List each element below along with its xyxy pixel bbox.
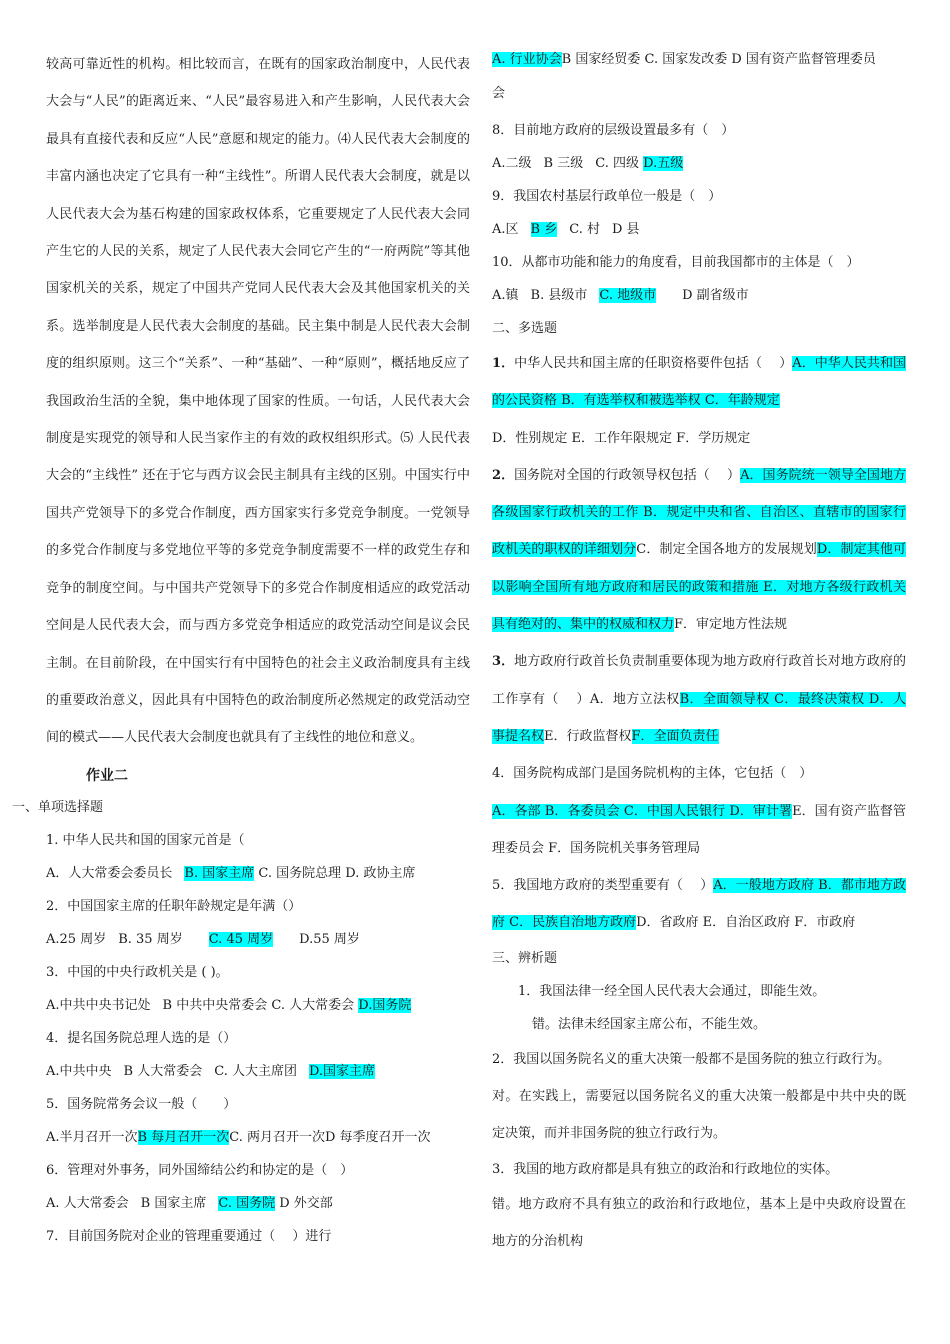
- essay-paragraph: 较高可靠近性的机构。相比较而言，在既有的国家政治制度中，人民代表大会与“人民”的距离近来、“人民”最容易进入和产生影响，人民代表大会最具有直接代表和反应“人民”意愿和规定的能力。⑷人民代表大会制度的丰富内涵也决定了它具有一种“主线性”。所谓人民代表大会制度，就是以人民代表大会为基石构建的国家政权体系，它重要规定了人民代表大会同产生它的人民的关系，规定了人民代表大会同它产生的“一府两院”等其他国家机关的关系，规定了中国共产党同人民代表大会及其他国家机关的关系。选举制度是人民代表大会制度的基础。民主集中制是人民代表大会制度的组织原则。这三个“关系”、一种“基础”、一种“原则”，概括地反应了我国政治生活的全貌，集中地体现了国家的性质。一句话，人民代表大会制度是实现党的领导和人民当家作主的有效的政权组织形式。⑸ 人民代表大会的“主线性” 还在于它与西方议会民主制具有主线的区别。中国实行中国共产党领导下的多党合作制度，西方国家实行多党竞争制度。一党领导的多党合作制度与多党地位平等的多党竞争制度需要不一样的政党生存和竞争的制度空间。与中国共产党领导下的多党合作制度相适应的政党活动空间是人民代表大会，而与西方多党竞争相适应的政党活动空间是议会民主制。在目前阶段，在中国实行有中国特色的社会主义政治制度具有主线的重要政治意义，因此具有中国特色的政治制度所必然规定的政党活动空间的模式——人民代表大会制度也就具有了主线性的地位和意义。: [46, 57, 470, 746]
- multi-question-1: [492, 345, 906, 457]
- question-stem: 地方政府行政首长负责制重要体现为地方政府行政首长对地方政府的工作享有（ ）A．地方立法权: [492, 654, 906, 707]
- option-a: A.镇: [492, 288, 519, 303]
- options-row: [46, 1121, 470, 1154]
- option-b: B 国家主席: [140, 1195, 207, 1211]
- question-number: 4．: [492, 766, 514, 782]
- question-stem: 7．目前国务院对企业的管理重要通过（ ）进行: [46, 1228, 332, 1244]
- option-b-answer: B 乡: [530, 222, 558, 237]
- question-stem: 中华人民共和国主席的任职资格要件包括（ ）: [514, 356, 793, 371]
- analysis-1: [492, 975, 906, 1041]
- answer-highlight: F．全面负责任: [631, 728, 719, 744]
- homework-title: 作业二: [86, 767, 128, 784]
- question-1: [46, 824, 470, 890]
- option-c-answer: C. 国务院: [218, 1195, 276, 1211]
- option-d-answer: D.国家主席: [308, 1063, 376, 1079]
- other-option: C．制定全国各地方的发展规划: [636, 542, 817, 558]
- question-2: [46, 890, 470, 956]
- question-number: 3．: [492, 654, 515, 670]
- options-row: [46, 923, 470, 956]
- option-c: C. 国家发改委: [644, 52, 728, 67]
- other-options: D．性别规定 E．工作年限规定 F．学历规定: [492, 430, 751, 446]
- option-c: C. 四级: [595, 156, 639, 171]
- option-d: D 每季度召开一次: [324, 1129, 431, 1145]
- question-stem: 4．提名国务院总理人选的是（）: [46, 1030, 237, 1046]
- option-b: B. 县级市: [530, 288, 588, 303]
- option-d-answer: D.五级: [643, 156, 684, 171]
- section-multi-choice: 二、多选题: [492, 321, 558, 336]
- question-stem: 5．国务院常务会议一般（ ）: [46, 1096, 237, 1112]
- options-row: [492, 147, 906, 180]
- other-options: E．国有资产监督管理委员会 F．国务院机关事务管理局: [492, 803, 906, 856]
- question-4: [46, 1022, 470, 1088]
- multi-question-3: [492, 643, 906, 755]
- option-d: D. 政协主席: [345, 865, 416, 881]
- answer-highlight: A．一般地方政府 B．都市地方政府 C．民族自治地方政府: [492, 878, 907, 931]
- option-d: D.55 周岁: [299, 931, 360, 947]
- option-d: D 外交部: [279, 1195, 333, 1211]
- option-a: A. 人大常委会: [46, 1195, 129, 1211]
- answer-highlight: B．全面领导权 C．最终决策权 D．人事提名权: [492, 691, 906, 744]
- question-8: [492, 114, 906, 180]
- option-a: A.二级: [492, 156, 532, 171]
- question-stem: 3．中国的中央行政机关是 ( )。: [46, 964, 229, 980]
- analysis-answer: 对。在实践上，需要冠以国务院名义的重大决策一般都是中共中央的既定决策，而并非国务院的独立行政行为。: [492, 1089, 906, 1142]
- options-row: [46, 857, 470, 890]
- question-7-options: [492, 46, 906, 114]
- left-column: [12, 46, 470, 1253]
- other-option: E．行政监督权: [544, 728, 632, 744]
- question-stem: 国务院构成部门是国务院机构的主体，它包括（ ）: [513, 766, 813, 782]
- question-6: [46, 1154, 470, 1220]
- question-stem: 10．从都市功能和能力的角度看，目前我国都市的主体是（ ）: [492, 255, 860, 270]
- question-stem: 2．中国国家主席的任职年龄规定是年满（）: [46, 898, 302, 914]
- question-9: [492, 180, 906, 246]
- options-row: [46, 1055, 470, 1088]
- question-stem: 我国地方政府的类型重要有（ ）: [513, 878, 714, 894]
- question-stem: 8．目前地方政府的层级设置最多有（ ）: [492, 123, 735, 138]
- option-a: A.中共中央书记处: [46, 997, 151, 1013]
- option-d: D 县: [611, 222, 640, 237]
- options-row: [46, 1187, 470, 1220]
- option-b-answer: B 每月召开一次: [137, 1129, 230, 1145]
- option-d: D 国有资产监督管理委员: [731, 52, 876, 67]
- option-c: C. 两月召开一次: [229, 1129, 325, 1145]
- analysis-answer: 错。地方政府不具有独立的政治和行政地位，基本上是中央政府设置在地方的分治机构: [492, 1196, 906, 1249]
- question-number: 2．: [492, 467, 515, 483]
- answer-highlight: A．国务院统一领导全国地方各级国家行政机关的工作 B．规定中央和省、自治区、直辖市的国家行政机关的职权的详细划分: [492, 467, 906, 558]
- option-b: B 三级: [543, 156, 584, 171]
- option-d-answer: D.国务院: [358, 997, 412, 1013]
- analysis-question: 3．我国的地方政府都是具有独立的政治和行政地位的实体。: [492, 1161, 839, 1177]
- option-a-answer: A. 行业协会: [492, 52, 562, 67]
- options-row: [492, 279, 906, 312]
- multi-question-5: [492, 867, 906, 942]
- analysis-question: 1．我国法律一经全国人民代表大会通过，即能生效。: [518, 983, 826, 999]
- option-d-continued: 会: [492, 86, 506, 101]
- question-7-stem: [46, 1220, 470, 1253]
- option-a: A.中共中央: [46, 1063, 112, 1079]
- option-b-answer: B. 国家主席: [184, 865, 255, 881]
- multi-question-2: [492, 457, 906, 643]
- section-single-choice: 一、单项选择题: [12, 799, 104, 815]
- multi-question-4: [492, 755, 906, 867]
- options-row: [492, 46, 906, 74]
- analysis-question: 2．我国以国务院名义的重大决策一般都不是国务院的独立行政行为。: [492, 1051, 891, 1067]
- answer-highlight: D．制定其他可以影响全国所有地方政府和居民的政策和措施 E．对地方各级行政机关具有绝对的、集中的权威和权力: [492, 542, 906, 633]
- option-b: B 国家经贸委: [561, 52, 641, 67]
- answer-highlight: A．各部 B．各委员会 C．中国人民银行 D．审计署: [492, 803, 793, 819]
- option-c-answer: C. 地级市: [599, 288, 657, 303]
- question-stem: 9．我国农村基层行政单位一般是（ ）: [492, 189, 722, 204]
- analysis-3: [492, 1153, 906, 1261]
- analysis-2: [492, 1041, 906, 1153]
- option-c: C. 人大主席团: [214, 1063, 297, 1079]
- option-c: C. 村: [569, 222, 600, 237]
- question-10: [492, 246, 906, 312]
- other-option: F．审定地方性法规: [674, 617, 788, 633]
- option-c-answer: C. 45 周岁: [208, 931, 274, 947]
- options-row: [46, 989, 470, 1022]
- section-analysis: 三、辨析题: [492, 950, 558, 966]
- option-a: A．人大常委会委员长: [46, 865, 173, 881]
- option-d: D 副省级市: [682, 288, 749, 303]
- question-5: [46, 1088, 470, 1154]
- option-b: B. 35 周岁: [118, 931, 183, 947]
- right-column: [492, 46, 906, 1260]
- option-b: B 人大常委会: [123, 1063, 203, 1079]
- question-stem: 国务院对全国的行政领导权包括（ ）: [514, 467, 741, 483]
- question-stem: 6．管理对外事务，同外国缔结公约和协定的是（ ）: [46, 1162, 354, 1178]
- options-row: [492, 213, 906, 246]
- option-a: A.区: [492, 222, 519, 237]
- analysis-answer: 错。法律未经国家主席公布，不能生效。: [532, 1016, 767, 1032]
- question-number: 5．: [492, 878, 514, 894]
- question-stem: 1. 中华人民共和国的国家元首是（: [46, 832, 245, 848]
- option-a: A.半月召开一次: [46, 1129, 138, 1145]
- question-number: 1．: [492, 356, 515, 371]
- other-options: D．省政府 E．自治区政府 F．市政府: [636, 915, 856, 931]
- option-b: B 中共中央常委会: [162, 997, 268, 1013]
- question-3: [46, 956, 470, 1022]
- option-c: C. 人大常委会: [271, 997, 355, 1013]
- answer-highlight: A．中华人民共和国的公民资格 B．有选举权和被选举权 C．年龄规定: [492, 356, 907, 409]
- option-a: A.25 周岁: [46, 931, 107, 947]
- option-c: C. 国务院总理: [258, 865, 342, 881]
